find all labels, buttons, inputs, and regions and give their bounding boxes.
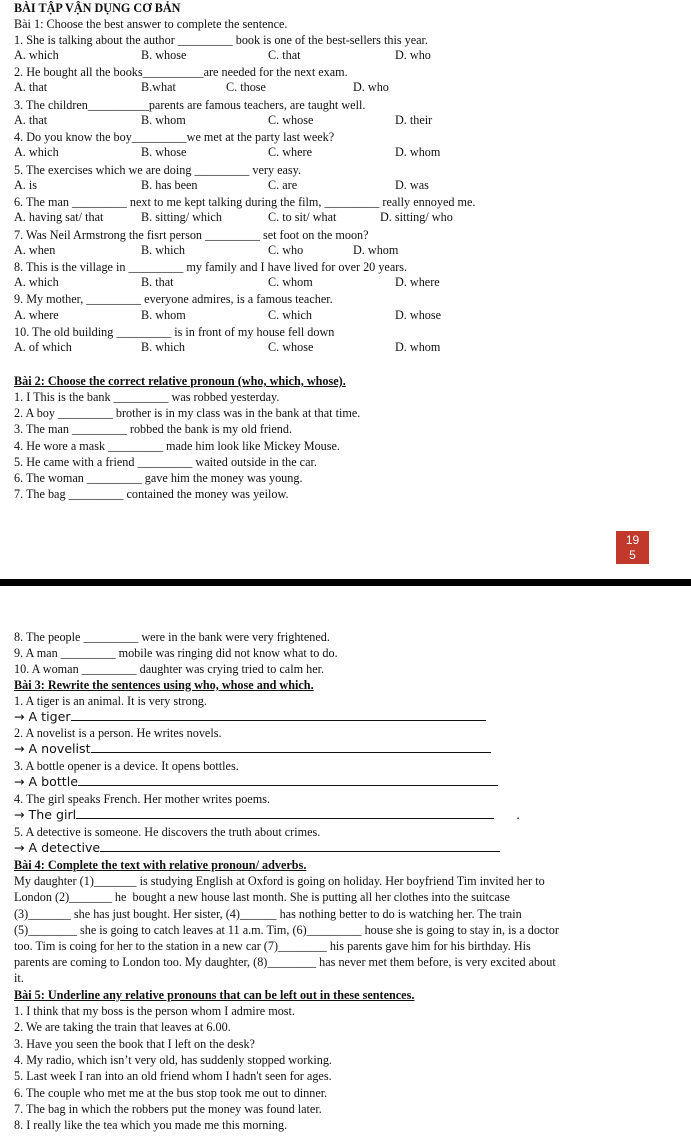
option-a[interactable]: A. having sat/ that	[14, 210, 104, 224]
option-b[interactable]: B. whose	[141, 145, 187, 159]
ex2-sentence: 10. A woman _________ daughter was crying tried to calm her.	[14, 662, 325, 676]
page-number-badge	[616, 531, 649, 564]
ex1-options	[14, 178, 674, 194]
option-c[interactable]: C. whom	[268, 275, 313, 289]
worksheet-heading: BÀI TẬP VẬN DỤNG CƠ BẢN	[14, 1, 181, 15]
ex3-sentence: 3. A bottle opener is a device. It opens bottles.	[14, 759, 239, 773]
ex1-question: 9. My mother, _________ everyone admires, is a famous teacher.	[14, 292, 333, 306]
option-c[interactable]: C. those	[226, 80, 266, 94]
option-c[interactable]: C. who	[268, 243, 304, 257]
ex2-sentence: 4. He wore a mask _________ made him look like Mickey Mouse.	[14, 439, 340, 453]
ex1-question: 5. The exercises which we are doing _________ very easy.	[14, 163, 301, 177]
ex2-sentence: 9. A man _________ mobile was ringing did not know what to do.	[14, 646, 338, 660]
option-a[interactable]: A. is	[14, 178, 38, 192]
ex4-text-line: it.	[14, 971, 24, 985]
ex1-options	[14, 210, 674, 226]
option-a[interactable]: A. when	[14, 243, 56, 257]
answer-prompt: → A bottle	[14, 774, 78, 789]
exercise-2-title: Bài 2: Choose the correct relative pronoun (who, which, whose).	[14, 374, 346, 388]
ex3-sentence: 1. A tiger is an animal. It is very strong.	[14, 694, 207, 708]
option-d[interactable]: D. where	[395, 275, 440, 289]
answer-blank[interactable]	[71, 709, 486, 721]
ex1-question: 1. She is talking about the author _________ book is one of the best-sellers this year.	[14, 33, 428, 47]
ex1-question: 10. The old building _________ is in front of my house fell down	[14, 325, 335, 339]
option-c[interactable]: C. where	[268, 145, 312, 159]
option-b[interactable]: B.what	[141, 80, 176, 94]
ex1-question: 4. Do you know the boy_________we met at the party last week?	[14, 130, 335, 144]
ex1-options	[14, 340, 674, 356]
exercise-1-title: Bài 1: Choose the best answer to complete the sentence.	[14, 17, 288, 31]
ex4-text-line: My daughter (1)_______ is studying English at Oxford is going on holiday. Her boyfriend Tim invited her to	[14, 874, 545, 888]
ex5-sentence: 2. We are taking the train that leaves at 6.00.	[14, 1020, 231, 1034]
option-a[interactable]: A. which	[14, 145, 59, 159]
answer-prompt: → A novelist	[14, 741, 91, 756]
ex3-answer-line[interactable]	[14, 774, 498, 790]
ex4-text-line: (3)_______ she has just bought. Her sister, (4)______ has nothing better to do is watching her. The train	[14, 907, 522, 921]
ex3-sentence: 2. A novelist is a person. He writes novels.	[14, 726, 222, 740]
ex4-text-line: London (2)_______ he bought a new house last month. She is putting all her clothes into the suitcase	[14, 890, 510, 904]
option-a[interactable]: A. that	[14, 113, 48, 127]
ex3-sentence: 5. A detective is someone. He discovers the truth about crimes.	[14, 825, 321, 839]
option-d[interactable]: D. whom	[353, 243, 399, 257]
option-d[interactable]: D. whom	[395, 145, 441, 159]
ex3-answer-line[interactable]	[14, 840, 500, 856]
ex3-sentence: 4. The girl speaks French. Her mother writes poems.	[14, 792, 270, 806]
answer-prompt: → A tiger	[14, 709, 71, 724]
option-d[interactable]: D. was	[395, 178, 429, 192]
ex1-options	[14, 48, 674, 64]
option-b[interactable]: B. sitting/ which	[141, 210, 222, 224]
ex4-text-line: too. Tim is coing for her to the station in a new car (7)________ his parents gave him for his birthday. His	[14, 939, 531, 953]
ex2-sentence: 3. The man _________ robbed the bank is my old friend.	[14, 422, 293, 436]
ex2-sentence: 1. I This is the bank _________ was robbed yesterday.	[14, 390, 280, 404]
ex2-sentence: 7. The bag _________ contained the money was yeilow.	[14, 487, 289, 501]
answer-blank[interactable]	[100, 840, 500, 852]
ex5-sentence: 8. I really like the tea which you made me this morning.	[14, 1118, 288, 1132]
ex4-text-line: parents are coming to London too. My daughter, (8)________ has never met them before, is very excited about	[14, 955, 556, 969]
ex5-sentence: 1. I think that my boss is the person whom I admire most.	[14, 1004, 295, 1018]
option-b[interactable]: B. whom	[141, 308, 186, 322]
ex1-question: 2. He bought all the books__________are needed for the next exam.	[14, 65, 348, 79]
option-c[interactable]: C. are	[268, 178, 298, 192]
ex1-question: 8. This is the village in _________ my family and I have lived for over 20 years.	[14, 260, 408, 274]
ex1-options	[14, 275, 674, 291]
stray-dot: .	[516, 807, 521, 822]
ex1-options	[14, 308, 674, 324]
answer-prompt: → The girl	[14, 807, 77, 822]
ex5-sentence: 5. Last week I ran into an old friend whom I hadn't seen for ages.	[14, 1069, 332, 1083]
option-a[interactable]: A. of which	[14, 340, 72, 354]
option-d[interactable]: D. their	[395, 113, 433, 127]
page-2	[0, 588, 691, 1139]
option-a[interactable]: A. which	[14, 275, 59, 289]
page-number-bottom: 5	[629, 548, 636, 562]
ex2-sentence: 6. The woman _________ gave him the money was young.	[14, 471, 303, 485]
answer-prompt: → A detective	[14, 840, 101, 855]
page-separator	[0, 579, 691, 586]
exercise-3-title: Bài 3: Rewrite the sentences using who, whose and which.	[14, 678, 314, 692]
option-b[interactable]: B. which	[141, 340, 186, 354]
option-c[interactable]: C. which	[268, 308, 313, 322]
ex1-options	[14, 243, 674, 259]
ex5-sentence: 3. Have you seen the book that I left on the desk?	[14, 1037, 255, 1051]
ex1-question: 3. The children__________parents are famous teachers, are taught well.	[14, 98, 366, 112]
option-d[interactable]: D. who	[395, 48, 431, 62]
option-d[interactable]: D. sitting/ who	[380, 210, 453, 224]
page-number-top: 19	[625, 533, 640, 547]
option-c[interactable]: C. to sit/ what	[268, 210, 337, 224]
answer-blank[interactable]	[76, 807, 494, 819]
ex1-options	[14, 145, 674, 161]
option-d[interactable]: D. who	[353, 80, 389, 94]
option-b[interactable]: B. has been	[141, 178, 198, 192]
option-a[interactable]: A. that	[14, 80, 48, 94]
answer-blank[interactable]	[91, 741, 491, 753]
ex3-answer-line[interactable]	[14, 741, 491, 757]
option-b[interactable]: B. whom	[141, 113, 186, 127]
option-d[interactable]: D. whose	[395, 308, 442, 322]
exercise-4-title: Bài 4: Complete the text with relative pronoun/ adverbs.	[14, 858, 307, 872]
ex1-question: 6. The man _________ next to me kept talking during the film, _________ really ennoyed me.	[14, 195, 476, 209]
answer-blank[interactable]	[78, 774, 498, 786]
ex5-sentence: 6. The couple who met me at the bus stop took me out to dinner.	[14, 1086, 328, 1100]
ex3-answer-line[interactable]	[14, 807, 520, 823]
option-a[interactable]: A. where	[14, 308, 59, 322]
option-c[interactable]: C. whose	[268, 340, 314, 354]
ex2-sentence: 5. He came with a friend _________ waited outside in the car.	[14, 455, 317, 469]
ex1-question: 7. Was Neil Armstrong the fisrt person _________ set foot on the moon?	[14, 228, 369, 242]
ex2-sentence: 8. The people _________ were in the bank were very frightened.	[14, 630, 330, 644]
ex4-text-line: (5)________ she is going to catch leaves at 11 a.m. Tim, (6)_________ house she is going to stay in, is a doctor	[14, 923, 559, 937]
option-c[interactable]: C. whose	[268, 113, 314, 127]
option-b[interactable]: B. whose	[141, 48, 187, 62]
exercise-5-title: Bài 5: Underline any relative pronouns that can be left out in these sentences.	[14, 988, 415, 1002]
ex1-options	[14, 113, 674, 129]
option-b[interactable]: B. which	[141, 243, 186, 257]
ex5-sentence: 7. The bag in which the robbers put the money was found later.	[14, 1102, 322, 1116]
option-d[interactable]: D. whom	[395, 340, 441, 354]
option-a[interactable]: A. which	[14, 48, 59, 62]
option-b[interactable]: B. that	[141, 275, 174, 289]
ex1-options	[14, 80, 674, 96]
option-c[interactable]: C. that	[268, 48, 301, 62]
ex5-sentence: 4. My radio, which isn’t very old, has suddenly stopped working.	[14, 1053, 332, 1067]
ex2-sentence: 2. A boy _________ brother is in my class was in the bank at that time.	[14, 406, 361, 420]
ex3-answer-line[interactable]	[14, 709, 486, 725]
